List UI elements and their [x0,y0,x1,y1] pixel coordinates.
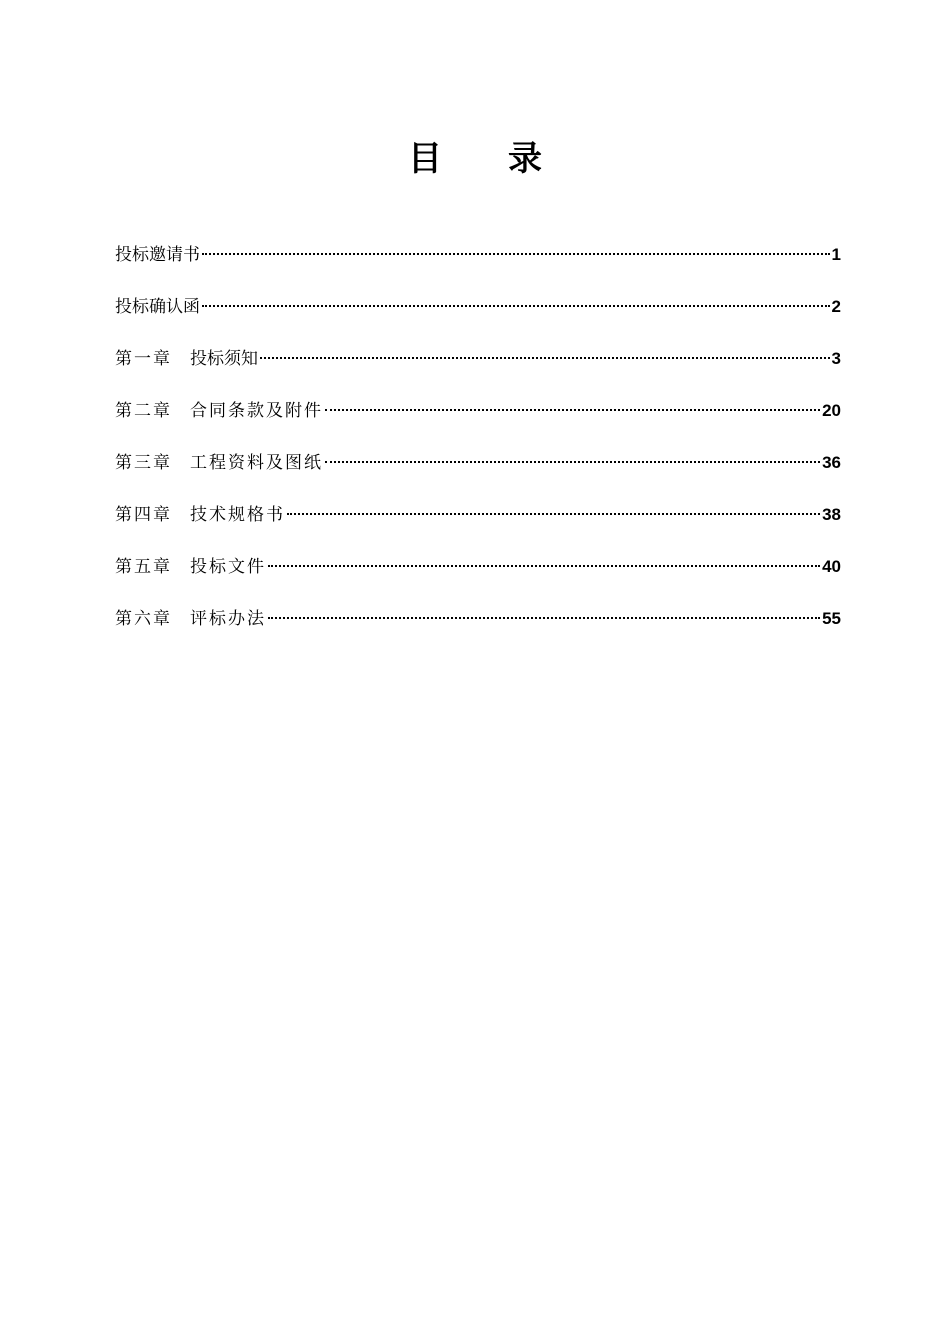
toc-entry-chapter-5[interactable] [115,552,841,604]
toc-dot-leader [325,409,820,411]
toc-chapter-number: 第五章 [115,557,172,577]
toc-chapter-number: 第六章 [115,609,172,629]
toc-chapter-number: 第三章 [115,453,172,473]
toc-entry-chapter-2[interactable] [115,396,841,448]
toc-dot-leader [202,253,830,255]
toc-entry-label: 工程资料及图纸 [190,453,323,473]
toc-entry-label: 投标邀请书 [115,245,200,265]
toc-entry-invitation[interactable] [115,240,841,292]
page-title [0,136,950,182]
page-title-char: 目 [408,139,442,179]
toc-entry-confirmation[interactable] [115,292,841,344]
toc-page-number: 2 [831,297,841,316]
toc-entry-label: 合同条款及附件 [190,401,323,421]
toc-entry-label: 投标确认函 [115,297,200,317]
toc-entry-chapter-4[interactable] [115,500,841,552]
toc-dot-leader [268,565,820,567]
toc-page-number: 36 [822,453,841,472]
toc-page-number: 38 [822,505,841,524]
toc-chapter-number: 第四章 [115,505,172,525]
toc-page-number: 1 [831,245,841,264]
toc-page-number: 40 [822,557,841,576]
page-title-char: 录 [508,139,542,179]
toc-entry-label: 投标须知 [190,349,258,369]
toc-entry-chapter-1[interactable] [115,344,841,396]
toc-entry-chapter-3[interactable] [115,448,841,500]
toc-dot-leader [268,617,820,619]
toc-dot-leader [325,461,820,463]
toc-dot-leader [260,357,830,359]
toc-dot-leader [202,305,830,307]
toc-entry-label: 投标文件 [190,557,266,577]
toc-page-number: 20 [822,401,841,420]
toc-entry-label: 技术规格书 [190,505,285,525]
toc-chapter-number: 第一章 [115,349,172,369]
table-of-contents [115,240,841,656]
toc-chapter-number: 第二章 [115,401,172,421]
toc-page-number: 3 [831,349,841,368]
toc-dot-leader [287,513,820,515]
toc-entry-label: 评标办法 [190,609,266,629]
toc-page-number: 55 [822,609,841,628]
toc-entry-chapter-6[interactable] [115,604,841,656]
